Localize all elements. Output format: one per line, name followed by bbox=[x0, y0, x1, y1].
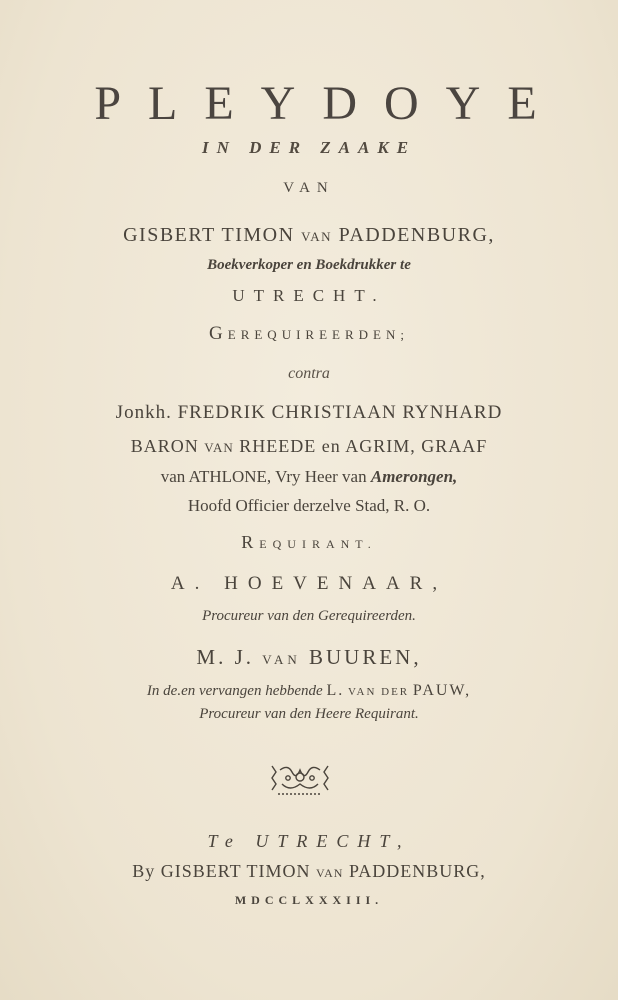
plaintiff-rheede: RHEEDE en AGRIM, GRAAF bbox=[239, 436, 488, 456]
plaintiff-athlone: van ATHLONE, Vry Heer van bbox=[160, 467, 367, 486]
defendant-occupation: Boekverkoper en Boekdrukker te bbox=[207, 257, 411, 273]
defendant-name-van: VAN bbox=[301, 229, 333, 244]
attorney2-name bbox=[0, 645, 618, 670]
requirant-heading bbox=[0, 532, 618, 553]
plaintiff-van: VAN bbox=[204, 440, 234, 455]
plaintiff-line3 bbox=[0, 467, 618, 487]
contra-label: contra bbox=[288, 365, 330, 382]
defendant-name bbox=[0, 224, 618, 247]
imprint-place: Te UTRECHT, bbox=[207, 831, 411, 851]
attorney2-line2-d: PAUW, bbox=[412, 682, 472, 699]
attorney1-role: Procureur van den Gerequireerden. bbox=[202, 608, 416, 624]
imprint-printer-van: VAN bbox=[315, 866, 344, 880]
attorney2-surname: BUUREN, bbox=[309, 645, 422, 669]
attorney2-initials: M. J. bbox=[196, 645, 254, 669]
subtitle: IN DER ZAAKE bbox=[201, 138, 417, 157]
defendant-city: UTRECHT. bbox=[232, 286, 386, 305]
imprint-printer-c: PADDENBURG, bbox=[348, 861, 486, 881]
attorney1-name: A. HOEVENAAR, bbox=[170, 573, 448, 594]
gerequireerden-initial: G bbox=[209, 323, 228, 344]
requirant-initial: R bbox=[241, 532, 260, 552]
printer-ornament-icon bbox=[268, 762, 332, 798]
imprint-printer bbox=[0, 861, 618, 882]
gerequireerden-heading bbox=[0, 323, 618, 345]
attorney2-van: VAN bbox=[262, 652, 301, 667]
plaintiff-baron: BARON bbox=[130, 436, 199, 456]
book-title: PLEYDOYE bbox=[94, 77, 564, 130]
imprint-year: MDCCLXXXIII. bbox=[234, 893, 384, 907]
defendant-name-part2: PADDENBURG, bbox=[338, 224, 495, 246]
defendant-name-part1: GISBERT TIMON bbox=[123, 224, 295, 246]
attorney2-line2-b: L. bbox=[326, 682, 345, 699]
plaintiff-line1: Jonkh. FREDRIK CHRISTIAAN RYNHARD bbox=[115, 402, 503, 423]
attorney2-line2-a: In de.en vervangen hebbende bbox=[146, 683, 323, 699]
attorney2-role: Procureur van den Heere Requirant. bbox=[199, 706, 419, 722]
imprint-printer-a: By GISBERT TIMON bbox=[132, 861, 311, 881]
van-line: VAN bbox=[283, 180, 335, 196]
plaintiff-line4: Hoofd Officier derzelve Stad, R. O. bbox=[187, 496, 431, 515]
requirant-rest: EQUIRANT. bbox=[259, 537, 377, 551]
plaintiff-amerongen: Amerongen, bbox=[370, 467, 458, 486]
attorney2-line2 bbox=[0, 682, 618, 700]
plaintiff-line2 bbox=[0, 436, 618, 457]
attorney2-line2-c: VAN DER bbox=[347, 686, 410, 698]
gerequireerden-rest: EREQUIREERDEN; bbox=[227, 327, 409, 342]
